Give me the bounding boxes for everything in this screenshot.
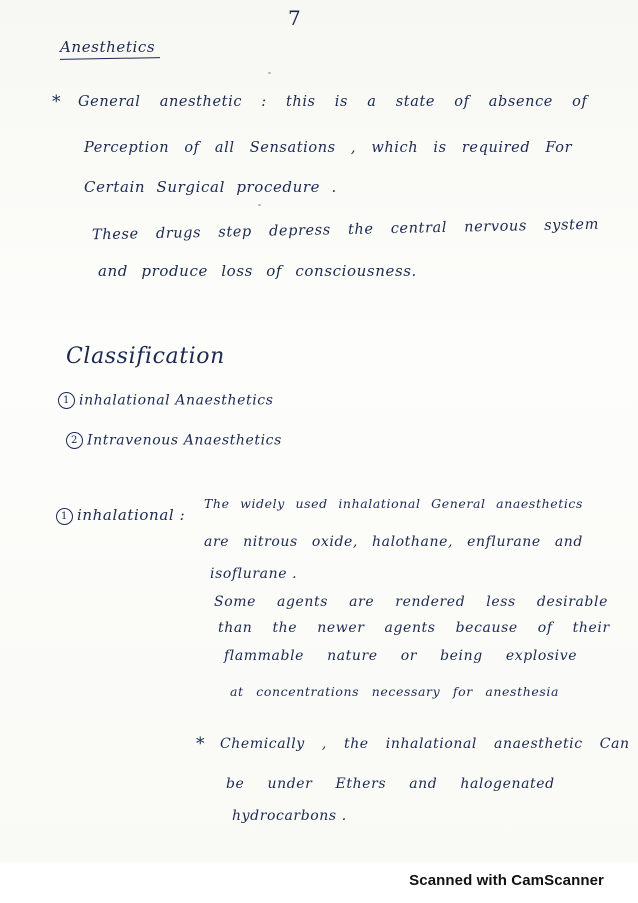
- classification-item-2: [66, 432, 282, 449]
- drugs-effect-line-1: These drugs step depress the central nervous system: [91, 216, 600, 244]
- classification-item-2-label: Intravenous Anaesthetics: [87, 432, 282, 449]
- page-number: 7: [288, 6, 302, 30]
- inhalational-line-3: isoflurane .: [210, 566, 298, 582]
- bullet-star-icon: *: [196, 734, 206, 754]
- classification-item-1-label: inhalational Anaesthetics: [79, 392, 274, 409]
- chemically-line-2: be under Ethers and halogenated: [226, 776, 555, 792]
- scanner-footer: [0, 862, 638, 903]
- chemically-line-3: hydrocarbons .: [232, 808, 347, 824]
- definition-line-1: General anesthetic : this is a state of absence of: [78, 94, 588, 110]
- scan-speck: [268, 72, 271, 74]
- definition-line-3: Certain Surgical procedure .: [84, 178, 337, 196]
- inhalational-line-4: Some agents are rendered less desirable: [214, 594, 608, 610]
- drugs-effect-line-2: and produce loss of consciousness.: [98, 262, 417, 280]
- number-circle-inhalational: 1: [56, 508, 73, 525]
- number-circle-2: 2: [66, 432, 83, 449]
- inhalational-lead: [56, 506, 185, 525]
- inhalational-lead-label: inhalational :: [77, 506, 186, 524]
- number-circle-1: 1: [58, 392, 75, 409]
- inhalational-line-1: The widely used inhalational General anaesthetics: [204, 496, 584, 511]
- classification-item-1: [58, 392, 274, 409]
- inhalational-line-2: are nitrous oxide, halothane, enflurane and: [204, 534, 583, 550]
- classification-heading: Classification: [66, 344, 225, 369]
- chemically-line-1: Chemically , the inhalational anaesthetic Can: [220, 736, 630, 752]
- bullet-star-icon: *: [52, 92, 62, 112]
- inhalational-line-5: than the newer agents because of their: [218, 620, 610, 636]
- inhalational-line-6: flammable nature or being explosive: [224, 648, 578, 664]
- camscanner-watermark: Scanned with CamScanner: [409, 872, 604, 889]
- inhalational-line-7: at concentrations necessary for anesthesia: [230, 684, 560, 699]
- scan-speck: [258, 204, 261, 206]
- title-underline: [60, 57, 160, 60]
- definition-line-2: Perception of all Sensations , which is required For: [84, 140, 573, 156]
- page-title: Anesthetics: [60, 38, 156, 56]
